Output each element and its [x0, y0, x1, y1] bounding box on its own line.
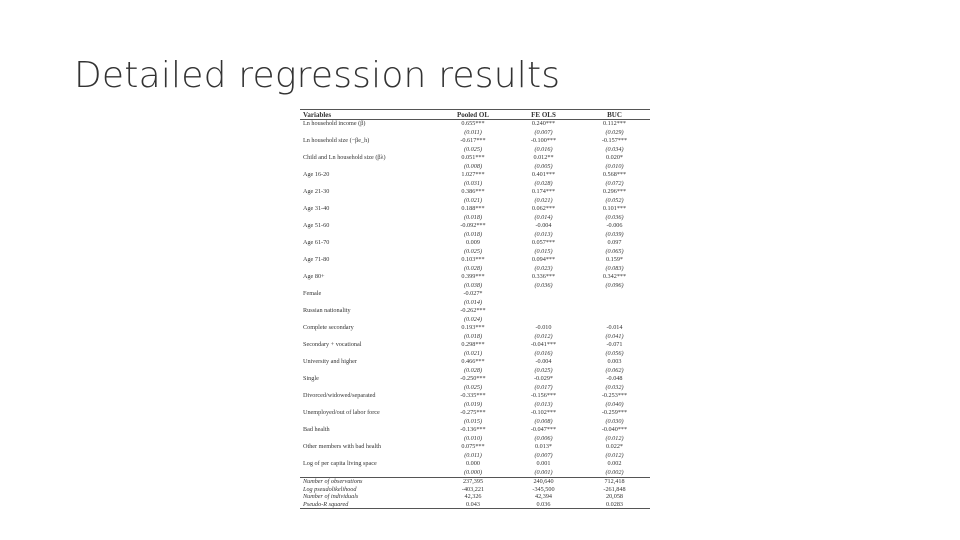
standard-error-cell: (0.017)	[534, 383, 553, 391]
standard-error-cell: (0.019)	[463, 400, 483, 408]
standard-error-cell: (0.012)	[534, 332, 553, 340]
variable-name: Unemployed/out of labor force	[303, 409, 380, 416]
variable-name: Complete secondary	[303, 324, 354, 331]
standard-error-row	[300, 350, 650, 358]
column-header-variables: Variables	[303, 110, 332, 119]
coefficient-cell: 0.188***	[461, 205, 485, 212]
standard-error-cell: (0.005)	[534, 162, 553, 170]
standard-error-cell: (0.040)	[605, 400, 624, 408]
standard-error-cell: (0.000)	[463, 468, 483, 476]
table-row	[300, 120, 650, 129]
variable-name: Child and Ln household size (βλ)	[303, 154, 386, 161]
coefficient-cell: 0.097	[607, 239, 622, 246]
standard-error-cell: (0.096)	[605, 281, 624, 289]
coefficient-cell: -0.048	[606, 375, 623, 382]
coefficient-cell: -0.136***	[460, 426, 486, 433]
coefficient-cell: 0.094***	[531, 256, 556, 263]
table-row	[300, 188, 650, 197]
coefficient-cell: -0.259***	[601, 409, 628, 416]
table-row	[300, 239, 650, 248]
standard-error-cell: (0.065)	[605, 247, 624, 255]
standard-error-cell: (0.072)	[605, 179, 624, 187]
coefficient-cell: -0.100***	[530, 137, 557, 144]
summary-value: 712,418	[579, 478, 650, 486]
variable-name: Secondary + vocational	[303, 341, 362, 348]
coefficient-cell: -0.041***	[530, 341, 557, 348]
variable-name: Ln household income (β)	[303, 120, 366, 127]
standard-error-cell: (0.018)	[463, 230, 483, 238]
table-row	[300, 460, 650, 469]
coefficient-cell: -0.027*	[463, 290, 483, 297]
coefficient-cell: 0.022*	[605, 443, 623, 450]
standard-error-cell: (0.014)	[463, 298, 483, 306]
table-row	[300, 375, 650, 384]
summary-value: 0.036	[508, 501, 579, 509]
coefficient-cell: 0.568***	[602, 171, 627, 178]
blank-cell	[300, 435, 438, 443]
standard-error-cell: (0.015)	[463, 417, 483, 425]
table-row	[300, 392, 650, 401]
coefficient-cell: -0.010	[535, 324, 552, 331]
summary-value: 240,640	[508, 478, 579, 486]
coefficient-cell: -0.250***	[460, 375, 486, 382]
standard-error-row	[300, 282, 650, 290]
coefficient-cell: -0.004	[535, 358, 552, 365]
standard-error-row	[300, 214, 650, 222]
coefficient-cell	[508, 290, 579, 299]
blank-cell	[300, 214, 438, 222]
standard-error-cell: (0.025)	[534, 366, 553, 374]
summary-label: Log pseudolikelihood	[303, 485, 357, 493]
standard-error-cell: (0.010)	[605, 162, 624, 170]
coefficient-cell: 0.174***	[531, 188, 556, 195]
summary-value: 0.043	[438, 501, 508, 509]
blank-cell	[300, 163, 438, 171]
standard-error-cell: (0.001)	[534, 468, 553, 476]
standard-error-row	[300, 367, 650, 375]
standard-error-row	[300, 418, 650, 426]
coefficient-cell: -0.004	[535, 222, 552, 229]
summary-value: -403,221	[461, 485, 485, 493]
variable-name: Single	[303, 375, 319, 382]
coefficient-cell: -0.029*	[533, 375, 554, 382]
coefficient-cell: 0.001	[536, 460, 551, 467]
table-row	[300, 443, 650, 452]
standard-error-cell: (0.038)	[463, 281, 483, 289]
standard-error-cell: (0.039)	[605, 230, 624, 238]
blank-cell	[300, 129, 438, 137]
standard-error-cell: (0.008)	[534, 417, 553, 425]
variable-name: Divorced/widowed/separated	[303, 392, 376, 399]
coefficient-cell: 0.298***	[461, 341, 485, 348]
coefficient-cell: 0.002	[607, 460, 622, 467]
variable-name: Log of per capita living space	[303, 460, 377, 467]
coefficient-cell: -0.092***	[460, 222, 486, 229]
blank-cell	[300, 418, 438, 426]
table-row	[300, 307, 650, 316]
blank-cell	[300, 452, 438, 460]
column-header-pooled-ol: Pooled OL	[456, 110, 490, 119]
coefficient-cell: 0.013*	[534, 443, 552, 450]
standard-error-cell: (0.016)	[534, 145, 553, 153]
blank-cell	[300, 197, 438, 205]
table-row	[300, 154, 650, 163]
coefficient-cell: -0.014	[606, 324, 623, 331]
standard-error-row	[300, 333, 650, 341]
standard-error-cell: (0.025)	[463, 145, 483, 153]
table-row	[300, 426, 650, 435]
summary-value: 42,394	[534, 493, 552, 501]
coefficient-cell: 1.027***	[461, 171, 485, 178]
standard-error-row	[300, 265, 650, 273]
coefficient-cell: -0.047***	[530, 426, 557, 433]
standard-error-cell: (0.010)	[463, 434, 483, 442]
standard-error-cell: (0.021)	[463, 349, 483, 357]
standard-error-cell: (0.025)	[463, 383, 483, 391]
standard-error-cell: (0.007)	[534, 128, 553, 136]
coefficient-cell: 0.399***	[461, 273, 485, 280]
coefficient-cell: -0.275***	[460, 409, 486, 416]
coefficient-cell: -0.156***	[530, 392, 557, 399]
table-row	[300, 341, 650, 350]
column-header-buc: BUC	[607, 110, 622, 119]
blank-cell	[300, 333, 438, 341]
blank-cell	[300, 384, 438, 392]
standard-error-row	[300, 129, 650, 137]
standard-error-cell: (0.021)	[463, 196, 483, 204]
standard-error-cell: (0.016)	[534, 349, 553, 357]
standard-error-row	[300, 197, 650, 205]
coefficient-cell: 0.193***	[461, 324, 485, 331]
standard-error-cell	[579, 299, 650, 307]
summary-row	[300, 493, 650, 501]
standard-error-cell: (0.018)	[463, 213, 483, 221]
summary-value: -345,500	[532, 485, 555, 493]
variable-name: University and higher	[303, 358, 357, 365]
variable-name: Russian nationality	[303, 307, 351, 314]
table-row	[300, 409, 650, 418]
standard-error-cell: (0.012)	[605, 451, 624, 459]
coefficient-cell: 0.009	[466, 239, 480, 246]
slide-title: Detailed regression results	[74, 55, 561, 96]
standard-error-cell: (0.062)	[605, 366, 624, 374]
blank-cell	[300, 316, 438, 324]
standard-error-cell: (0.031)	[463, 179, 483, 187]
summary-row	[300, 501, 650, 509]
variable-name: Age 31-40	[303, 205, 330, 212]
table-row	[300, 256, 650, 265]
standard-error-cell: (0.023)	[534, 264, 553, 272]
coefficient-cell: -0.102***	[530, 409, 557, 416]
summary-value: 20,058	[605, 493, 623, 501]
summary-value: -261,848	[603, 485, 626, 493]
coefficient-cell: 0.000	[466, 460, 480, 467]
blank-cell	[300, 299, 438, 307]
standard-error-cell: (0.011)	[464, 128, 482, 136]
standard-error-row	[300, 435, 650, 443]
standard-error-row	[300, 163, 650, 171]
standard-error-cell	[508, 299, 579, 307]
standard-error-cell: (0.012)	[605, 434, 624, 442]
standard-error-cell: (0.028)	[463, 366, 483, 374]
summary-label: Pseudo-R squared	[300, 501, 438, 509]
summary-label: Number of individuals	[303, 493, 359, 501]
variable-name: Age 80+	[303, 273, 325, 280]
standard-error-row	[300, 231, 650, 239]
coefficient-cell: -0.253***	[601, 392, 628, 399]
standard-error-cell: (0.021)	[534, 196, 553, 204]
table-row	[300, 137, 650, 146]
standard-error-cell: (0.002)	[605, 468, 624, 476]
coefficient-cell: 0.003	[607, 358, 622, 365]
table-row	[300, 358, 650, 367]
blank-cell	[300, 350, 438, 358]
coefficient-cell: 0.112***	[603, 120, 626, 127]
variable-name: Age 21-30	[303, 188, 330, 195]
table-row	[300, 171, 650, 180]
standard-error-cell: (0.011)	[464, 451, 482, 459]
coefficient-cell: 0.342***	[602, 273, 627, 280]
standard-error-cell: (0.015)	[534, 247, 553, 255]
coefficient-cell: 0.386***	[461, 188, 485, 195]
variable-name: Age 16-20	[303, 171, 330, 178]
standard-error-cell: (0.006)	[534, 434, 553, 442]
standard-error-cell: (0.032)	[605, 383, 624, 391]
blank-cell	[300, 367, 438, 375]
blank-cell	[300, 469, 438, 478]
summary-row	[300, 486, 650, 494]
coefficient-cell: 0.012**	[533, 154, 554, 161]
blank-cell	[300, 248, 438, 256]
coefficient-cell: 0.655***	[461, 120, 485, 127]
coefficient-cell: 0.101***	[602, 205, 627, 212]
blank-cell	[300, 146, 438, 154]
table-header-row	[300, 110, 650, 120]
standard-error-row	[300, 299, 650, 307]
coefficient-cell: 0.159*	[605, 256, 623, 263]
standard-error-cell: (0.013)	[534, 400, 553, 408]
standard-error-cell: (0.028)	[463, 264, 483, 272]
summary-row	[300, 478, 650, 486]
standard-error-row	[300, 452, 650, 460]
coefficient-cell: 0.336***	[531, 273, 556, 280]
standard-error-cell: (0.024)	[463, 315, 483, 323]
summary-value: 42,326	[464, 493, 482, 501]
standard-error-cell: (0.036)	[605, 213, 624, 221]
standard-error-cell: (0.018)	[463, 332, 483, 340]
coefficient-cell: 0.075***	[461, 443, 485, 450]
variable-name: Age 51-60	[303, 222, 330, 229]
table-row	[300, 290, 650, 299]
standard-error-cell: (0.036)	[534, 281, 553, 289]
table-row	[300, 222, 650, 231]
blank-cell	[300, 231, 438, 239]
standard-error-cell: (0.056)	[605, 349, 624, 357]
table-row	[300, 324, 650, 333]
coefficient-cell: -0.071	[606, 341, 623, 348]
standard-error-cell: (0.030)	[605, 417, 624, 425]
variable-name: Other members with bad health	[303, 443, 382, 450]
blank-cell	[300, 282, 438, 290]
coefficient-cell: 0.103***	[461, 256, 485, 263]
standard-error-cell: (0.025)	[463, 247, 483, 255]
standard-error-cell: (0.028)	[534, 179, 553, 187]
column-header-fe-ols: FE OLS	[531, 110, 556, 119]
coefficient-cell: -0.040***	[601, 426, 628, 433]
standard-error-cell: (0.008)	[463, 162, 483, 170]
blank-cell	[300, 265, 438, 273]
coefficient-cell: 0.240***	[531, 120, 556, 127]
coefficient-cell: 0.062***	[531, 205, 556, 212]
summary-label: Number of observations	[300, 478, 438, 486]
coefficient-cell: 0.401***	[531, 171, 556, 178]
variable-name: Female	[303, 290, 322, 297]
variable-name: Bad health	[303, 426, 330, 433]
summary-value: 237,395	[438, 478, 508, 486]
standard-error-row	[300, 180, 650, 188]
coefficient-cell: -0.006	[606, 222, 623, 229]
blank-cell	[300, 401, 438, 409]
standard-error-cell: (0.013)	[534, 230, 553, 238]
standard-error-row	[300, 146, 650, 154]
table-row	[300, 205, 650, 214]
standard-error-cell: (0.014)	[534, 213, 553, 221]
blank-cell	[300, 180, 438, 188]
coefficient-cell: 0.466***	[461, 358, 485, 365]
regression-table-image	[300, 109, 650, 509]
table-body	[300, 120, 650, 509]
standard-error-cell: (0.034)	[605, 145, 624, 153]
coefficient-cell	[579, 290, 650, 299]
coefficient-cell: -0.157***	[601, 137, 628, 144]
standard-error-row	[300, 384, 650, 392]
coefficient-cell: 0.020*	[605, 154, 623, 161]
variable-name: Ln household size (−βe_h)	[303, 137, 370, 144]
standard-error-cell: (0.029)	[605, 128, 624, 136]
standard-error-cell: (0.083)	[605, 264, 624, 272]
coefficient-cell: 0.051***	[461, 154, 485, 161]
standard-error-cell: (0.007)	[534, 451, 553, 459]
regression-table	[300, 109, 650, 509]
standard-error-cell: (0.052)	[605, 196, 624, 204]
coefficient-cell: -0.262***	[460, 307, 486, 314]
standard-error-cell	[508, 316, 579, 324]
standard-error-row	[300, 248, 650, 256]
standard-error-row	[300, 316, 650, 324]
coefficient-cell: -0.617***	[460, 137, 486, 144]
coefficient-cell	[508, 307, 579, 316]
variable-name: Age 71-80	[303, 256, 330, 263]
summary-value: 0.0283	[579, 501, 650, 509]
coefficient-cell: -0.335***	[460, 392, 486, 399]
coefficient-cell: 0.057***	[531, 239, 556, 246]
table-row	[300, 273, 650, 282]
standard-error-cell: (0.041)	[605, 332, 624, 340]
coefficient-cell	[579, 307, 650, 316]
standard-error-row	[300, 469, 650, 478]
variable-name: Age 61-70	[303, 239, 330, 246]
standard-error-cell	[579, 316, 650, 324]
coefficient-cell: 0.296***	[602, 188, 627, 195]
standard-error-row	[300, 401, 650, 409]
